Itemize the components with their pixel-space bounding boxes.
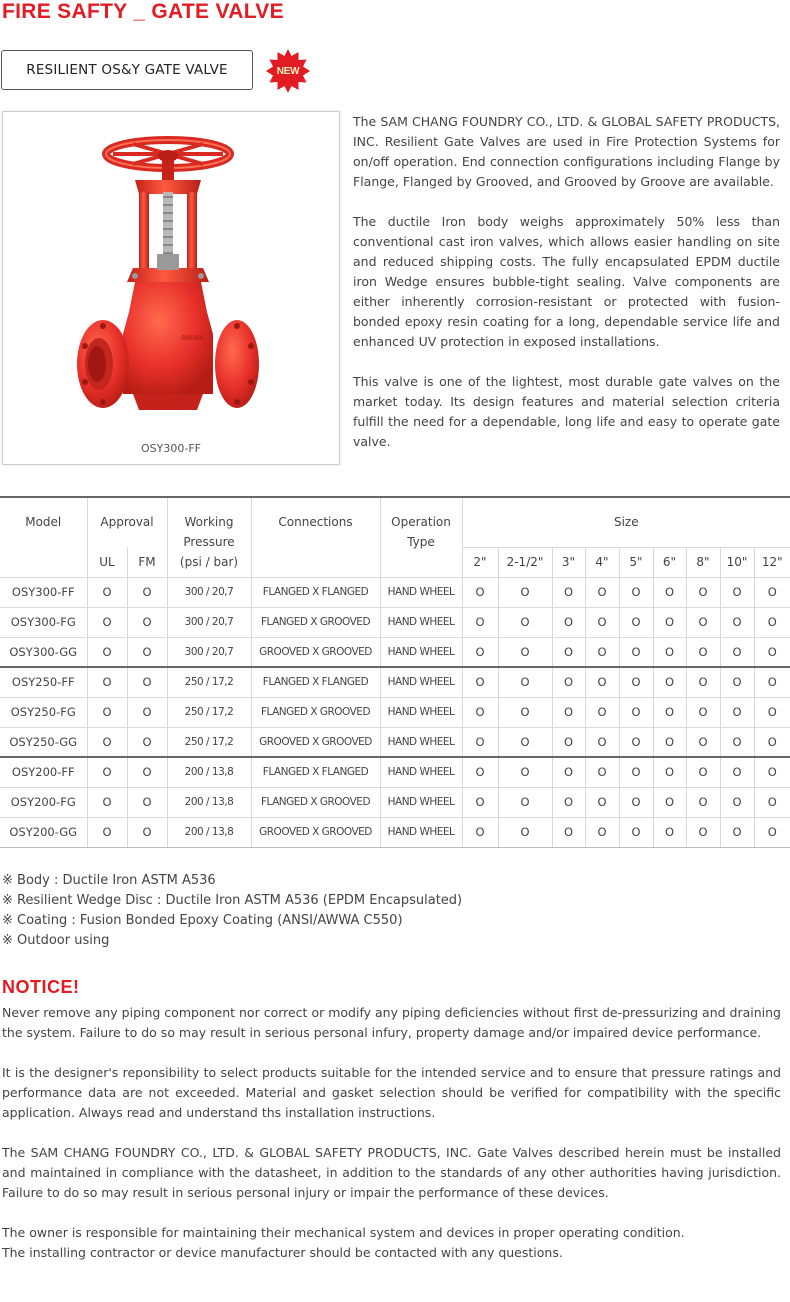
- cell-s10: O: [720, 727, 754, 757]
- cell-s2: O: [462, 757, 498, 787]
- cell-connection: GROOVED X GROOVED: [251, 817, 380, 847]
- cell-s2-5: O: [498, 787, 552, 817]
- table-row: [0, 667, 790, 697]
- cell-s12: O: [754, 757, 790, 787]
- cell-s2: O: [462, 667, 498, 697]
- cell-operation: HAND WHEEL: [380, 727, 462, 757]
- cell-s12: O: [754, 577, 790, 607]
- table-row: [0, 787, 790, 817]
- cell-ul: O: [87, 697, 127, 727]
- col-size-label: 2": [462, 547, 498, 577]
- cell-ul: O: [87, 667, 127, 697]
- cell-s10: O: [720, 577, 754, 607]
- cell-s3: O: [552, 637, 585, 667]
- col-size-label: 12": [754, 547, 790, 577]
- working-line: Working: [184, 515, 234, 529]
- cell-model: OSY200-FG: [0, 787, 87, 817]
- cell-s10: O: [720, 607, 754, 637]
- cell-s3: O: [552, 667, 585, 697]
- note-item: ※ Outdoor using: [2, 933, 110, 948]
- cell-pressure: 300 / 20,7: [167, 577, 251, 607]
- cell-s3: O: [552, 757, 585, 787]
- cell-operation: HAND WHEEL: [380, 817, 462, 847]
- cell-s3: O: [552, 577, 585, 607]
- col-size: Size: [462, 497, 790, 547]
- cell-s6: O: [653, 667, 686, 697]
- cell-ul: O: [87, 577, 127, 607]
- intro-paragraph: The SAM CHANG FOUNDRY CO., LTD. & GLOBAL SAFETY PRODUCTS, INC. Resilient Gate Valves are used in Fire Protection Systems for on/off operation. End connection configurations including Flange by Flange, Flanged by Grooved, and Grooved by Groove are available.: [353, 114, 780, 189]
- col-size-label: 3": [552, 547, 585, 577]
- table-row: [0, 817, 790, 847]
- notice-paragraph: The owner is responsible for maintaining their mechanical system and devices in proper operating condition.: [2, 1225, 685, 1240]
- notice-text: [2, 1003, 781, 1263]
- operation-line: Operation: [391, 515, 451, 529]
- cell-model: OSY250-GG: [0, 727, 87, 757]
- note-item: ※ Coating : Fusion Bonded Epoxy Coating (ANSI/AWWA C550): [2, 913, 403, 928]
- cell-model: OSY200-GG: [0, 817, 87, 847]
- cell-connection: GROOVED X GROOVED: [251, 637, 380, 667]
- page-title: FIRE SAFTY _ GATE VALVE: [2, 0, 284, 23]
- cell-operation: HAND WHEEL: [380, 607, 462, 637]
- notice-paragraph: The installing contractor or device manufacturer should be contacted with any questions.: [2, 1245, 563, 1260]
- cell-s2-5: O: [498, 697, 552, 727]
- cell-fm: O: [127, 727, 167, 757]
- cell-s8: O: [686, 577, 720, 607]
- cell-model: OSY300-GG: [0, 637, 87, 667]
- cell-fm: O: [127, 787, 167, 817]
- col-fm: FM: [127, 547, 167, 577]
- photo-caption: OSY300-FF: [141, 442, 201, 455]
- cell-fm: O: [127, 667, 167, 697]
- cell-s2-5: O: [498, 817, 552, 847]
- cell-s6: O: [653, 607, 686, 637]
- intro-text: [353, 112, 780, 472]
- cell-s4: O: [585, 607, 619, 637]
- cell-s2-5: O: [498, 577, 552, 607]
- cell-connection: FLANGED X FLANGED: [251, 667, 380, 697]
- gate-valve-image: [73, 136, 273, 436]
- cell-s4: O: [585, 757, 619, 787]
- cell-s3: O: [552, 727, 585, 757]
- col-working-pressure: [167, 497, 251, 577]
- cell-operation: HAND WHEEL: [380, 577, 462, 607]
- cell-pressure: 200 / 13,8: [167, 757, 251, 787]
- cell-s2-5: O: [498, 727, 552, 757]
- cell-s2-5: O: [498, 757, 552, 787]
- cell-pressure: 200 / 13,8: [167, 817, 251, 847]
- spec-table: [0, 496, 790, 848]
- cell-pressure: 200 / 13,8: [167, 787, 251, 817]
- spec-table-body: [0, 577, 790, 847]
- col-size-label: 8": [686, 547, 720, 577]
- table-row: [0, 577, 790, 607]
- cell-s3: O: [552, 787, 585, 817]
- col-ul: UL: [87, 547, 127, 577]
- cell-s2: O: [462, 577, 498, 607]
- cell-ul: O: [87, 637, 127, 667]
- cell-s12: O: [754, 697, 790, 727]
- cell-s10: O: [720, 667, 754, 697]
- col-size-label: 2-1/2": [498, 547, 552, 577]
- cell-s6: O: [653, 757, 686, 787]
- cell-model: OSY200-FF: [0, 757, 87, 787]
- cell-s2: O: [462, 787, 498, 817]
- cell-s4: O: [585, 637, 619, 667]
- cell-s2: O: [462, 817, 498, 847]
- cell-s4: O: [585, 727, 619, 757]
- cell-s12: O: [754, 607, 790, 637]
- cell-s4: O: [585, 817, 619, 847]
- cell-s3: O: [552, 697, 585, 727]
- cell-s2-5: O: [498, 607, 552, 637]
- intro-paragraph: The ductile Iron body weighs approximately 50% less than conventional cast iron valves, which allows easier handling on site and reduced shipping costs. The fully encapsulated EPDM ductile iron Wedge ensures bubble-tight sealing. Valve components are either inherently corrosion-resistant or protected with fusion-bonded epoxy resin coating for a long, dependable service life and enhanced UV protection in exposed installations.: [353, 214, 780, 349]
- col-connections: Connections: [251, 497, 380, 577]
- cell-s10: O: [720, 787, 754, 817]
- cell-s2-5: O: [498, 637, 552, 667]
- cell-fm: O: [127, 817, 167, 847]
- cell-model: OSY300-FF: [0, 577, 87, 607]
- cell-s5: O: [619, 607, 653, 637]
- cell-operation: HAND WHEEL: [380, 637, 462, 667]
- cell-fm: O: [127, 697, 167, 727]
- working-line: Pressure: [183, 535, 235, 549]
- cell-s5: O: [619, 787, 653, 817]
- cell-connection: FLANGED X FLANGED: [251, 757, 380, 787]
- table-row: [0, 607, 790, 637]
- cell-connection: FLANGED X GROOVED: [251, 697, 380, 727]
- cell-pressure: 250 / 17,2: [167, 727, 251, 757]
- cell-model: OSY250-FG: [0, 697, 87, 727]
- cell-fm: O: [127, 607, 167, 637]
- cell-ul: O: [87, 757, 127, 787]
- cell-operation: HAND WHEEL: [380, 757, 462, 787]
- cell-model: OSY300-FG: [0, 607, 87, 637]
- working-line: (psi / bar): [179, 555, 239, 569]
- cell-s2: O: [462, 727, 498, 757]
- notice-paragraph: The SAM CHANG FOUNDRY CO., LTD. & GLOBAL SAFETY PRODUCTS, INC. Gate Valves described herein must be installed and maintained in compliance with the datasheet, in addition to the standards of any other authorities having jurisdiction. Failure to do so may result in serious personal injury or impair the performance of these devices.: [2, 1145, 781, 1200]
- cell-s6: O: [653, 637, 686, 667]
- cell-s10: O: [720, 637, 754, 667]
- cell-s5: O: [619, 637, 653, 667]
- table-row: [0, 727, 790, 757]
- col-approval: Approval: [87, 497, 167, 547]
- cell-s8: O: [686, 637, 720, 667]
- col-size-label: 10": [720, 547, 754, 577]
- col-size-label: 4": [585, 547, 619, 577]
- cell-s12: O: [754, 637, 790, 667]
- cell-fm: O: [127, 577, 167, 607]
- cell-s2: O: [462, 607, 498, 637]
- cell-s4: O: [585, 577, 619, 607]
- cell-s10: O: [720, 817, 754, 847]
- cell-connection: GROOVED X GROOVED: [251, 727, 380, 757]
- cell-s8: O: [686, 787, 720, 817]
- table-row: [0, 757, 790, 787]
- col-size-label: 5": [619, 547, 653, 577]
- cell-ul: O: [87, 727, 127, 757]
- cell-connection: FLANGED X GROOVED: [251, 607, 380, 637]
- cell-s5: O: [619, 817, 653, 847]
- note-item: ※ Resilient Wedge Disc : Ductile Iron ASTM A536 (EPDM Encapsulated): [2, 893, 463, 908]
- cell-connection: FLANGED X FLANGED: [251, 577, 380, 607]
- cell-s8: O: [686, 727, 720, 757]
- cell-fm: O: [127, 757, 167, 787]
- cell-s3: O: [552, 607, 585, 637]
- cell-s8: O: [686, 817, 720, 847]
- cell-s5: O: [619, 577, 653, 607]
- cell-s12: O: [754, 817, 790, 847]
- cell-ul: O: [87, 817, 127, 847]
- cell-pressure: 300 / 20,7: [167, 607, 251, 637]
- cell-operation: HAND WHEEL: [380, 787, 462, 817]
- new-badge-label: NEW: [276, 65, 300, 77]
- tab-resilient-osy-gate-valve[interactable]: RESILIENT OS&Y GATE VALVE: [1, 50, 253, 90]
- col-operation-type: [380, 497, 462, 577]
- cell-s8: O: [686, 607, 720, 637]
- cell-s5: O: [619, 727, 653, 757]
- product-photo: [2, 111, 340, 465]
- cell-connection: FLANGED X GROOVED: [251, 787, 380, 817]
- cell-s8: O: [686, 757, 720, 787]
- col-size-label: 6": [653, 547, 686, 577]
- cell-pressure: 250 / 17,2: [167, 697, 251, 727]
- intro-paragraph: This valve is one of the lightest, most durable gate valves on the market today. Its design features and material selection criteria fulfill the need for a dependable, long life and easy to operate gate valve.: [353, 374, 780, 449]
- cell-s5: O: [619, 697, 653, 727]
- cell-s6: O: [653, 727, 686, 757]
- cell-fm: O: [127, 637, 167, 667]
- cell-s8: O: [686, 667, 720, 697]
- cell-s4: O: [585, 787, 619, 817]
- cell-s6: O: [653, 787, 686, 817]
- col-model: Model: [0, 497, 87, 577]
- svg-text:AWWA: AWWA: [181, 334, 204, 342]
- cell-s12: O: [754, 787, 790, 817]
- cell-s3: O: [552, 817, 585, 847]
- cell-s12: O: [754, 727, 790, 757]
- cell-s5: O: [619, 757, 653, 787]
- material-notes: [2, 871, 462, 951]
- cell-ul: O: [87, 607, 127, 637]
- cell-operation: HAND WHEEL: [380, 697, 462, 727]
- cell-ul: O: [87, 787, 127, 817]
- cell-s4: O: [585, 697, 619, 727]
- cell-s6: O: [653, 577, 686, 607]
- cell-s5: O: [619, 667, 653, 697]
- cell-operation: HAND WHEEL: [380, 667, 462, 697]
- notice-title: NOTICE!: [2, 977, 80, 997]
- operation-line: Type: [407, 535, 435, 549]
- notice-paragraph: Never remove any piping component nor correct or modify any piping deficiencies without first de-pressurizing and draining the system. Failure to do so may result in serious personal infury, property damage and/or impaired device performance.: [2, 1005, 781, 1040]
- cell-s8: O: [686, 697, 720, 727]
- cell-s6: O: [653, 697, 686, 727]
- cell-s6: O: [653, 817, 686, 847]
- cell-model: OSY250-FF: [0, 667, 87, 697]
- cell-s2: O: [462, 697, 498, 727]
- cell-s10: O: [720, 757, 754, 787]
- new-badge: [265, 48, 311, 94]
- cell-s2-5: O: [498, 667, 552, 697]
- cell-s2: O: [462, 637, 498, 667]
- table-row: [0, 637, 790, 667]
- cell-pressure: 300 / 20,7: [167, 637, 251, 667]
- cell-s10: O: [720, 697, 754, 727]
- cell-pressure: 250 / 17,2: [167, 667, 251, 697]
- note-item: ※ Body : Ductile Iron ASTM A536: [2, 873, 216, 888]
- cell-s12: O: [754, 667, 790, 697]
- cell-s4: O: [585, 667, 619, 697]
- notice-paragraph: It is the designer's reponsibility to select products suitable for the intended service and to ensure that pressure ratings and performance data are not exceeded. Material and gasket selection should be verified for compatibility with the specific application. Always read and understand ths installation instructions.: [2, 1065, 781, 1120]
- table-row: [0, 697, 790, 727]
